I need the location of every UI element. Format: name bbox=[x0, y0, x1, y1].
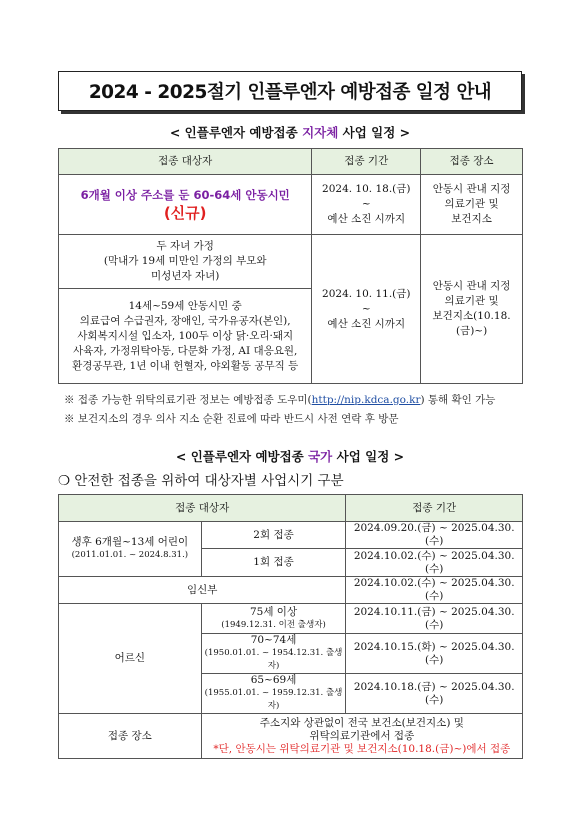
table-cell bbox=[201, 674, 346, 714]
age-range: (1955.01.01. ~ 1959.12.31. 출생자) bbox=[204, 688, 343, 711]
table-cell bbox=[59, 235, 312, 289]
age-range: (1950.01.01. ~ 1954.12.31. 출생자) bbox=[204, 648, 343, 671]
table-cell bbox=[201, 634, 346, 674]
national-section-heading bbox=[0, 447, 580, 465]
period-start: 2024. 10. 11.(금) bbox=[322, 287, 411, 300]
local-schedule-table bbox=[58, 148, 523, 384]
table-cell bbox=[312, 235, 421, 384]
age-group: 65~69세 bbox=[250, 674, 297, 686]
period-start: 2024. 10. 18.(금) bbox=[322, 183, 411, 195]
period-tilde: ~ bbox=[361, 198, 371, 210]
age-group: 70~74세 bbox=[250, 634, 297, 646]
place-line: 의료기관 및 bbox=[444, 198, 499, 210]
note-line: ※ 보건지소의 경우 의사 지소 순환 진료에 따라 반드시 사전 연락 후 방문 bbox=[64, 413, 399, 425]
table-cell: 2024.10.02.(수) ~ 2025.04.30.(수) bbox=[346, 549, 523, 577]
place-line: 안동시 관내 지정 bbox=[432, 183, 511, 195]
bullet-line: ❍ 안전한 접종을 위하여 대상자별 사업시기 구분 bbox=[58, 473, 344, 489]
table-cell bbox=[59, 175, 312, 235]
col-header-period: 접종 기간 bbox=[346, 495, 523, 522]
page-title: 2024 - 2025절기 인플루엔자 예방접종 일정 안내 bbox=[88, 82, 492, 103]
col-header-period: 접종 기간 bbox=[312, 149, 421, 175]
period-end: 예산 소진 시까지 bbox=[327, 213, 406, 225]
table-cell bbox=[421, 175, 523, 235]
target-line: 사육자, 가정위탁아동, 다문화 가정, AI 대응요원, bbox=[73, 344, 298, 357]
table-cell bbox=[201, 604, 346, 634]
heading-text: 사업 일정 > bbox=[338, 125, 411, 140]
table-cell bbox=[59, 522, 202, 577]
table-cell bbox=[59, 289, 312, 384]
note-text: ※ 접종 가능한 위탁의료기관 정보는 예방접종 도우미( bbox=[64, 394, 312, 406]
children-range: (2011.01.01. ~ 2024.8.31.) bbox=[71, 550, 189, 560]
table-cell: 2회 접종 bbox=[201, 522, 346, 549]
table-cell bbox=[421, 235, 523, 384]
note-line bbox=[64, 392, 495, 407]
local-section-heading bbox=[0, 123, 580, 141]
col-header-place: 접종 장소 bbox=[421, 149, 523, 175]
col-header-target: 접종 대상자 bbox=[59, 149, 312, 175]
table-cell: 2024.10.18.(금) ~ 2025.04.30.(수) bbox=[346, 674, 523, 714]
place-note: *단, 안동시는 위탁의료기관 및 보건지소(10.18.(금)~)에서 접종 bbox=[213, 742, 511, 755]
table-cell: 2024.10.02.(수) ~ 2025.04.30.(수) bbox=[346, 577, 523, 604]
heading-highlight: 지자체 bbox=[302, 125, 339, 140]
kdca-link[interactable]: http://nip.kdca.go.kr bbox=[311, 394, 421, 406]
heading-text: < 인플루엔자 예방접종 bbox=[175, 449, 309, 464]
period-end: 예산 소진 시까지 bbox=[327, 317, 406, 330]
place-line: 보건지소 bbox=[451, 213, 492, 225]
page-title-box bbox=[58, 71, 522, 111]
table-cell bbox=[201, 714, 522, 759]
table-cell: 어르신 bbox=[59, 604, 202, 714]
age-group: 75세 이상 bbox=[249, 605, 298, 618]
target-line: 의료급여 수급권자, 장애인, 국가유공자(본인), bbox=[79, 314, 291, 327]
table-cell: 임신부 bbox=[59, 577, 346, 604]
target-line: 환경공무관, 1년 이내 헌혈자, 야외활동 공무직 등 bbox=[72, 359, 299, 372]
table-cell: 2024.09.20.(금) ~ 2025.04.30.(수) bbox=[346, 522, 523, 549]
heading-text: < 인플루엔자 예방접종 bbox=[169, 125, 303, 140]
heading-highlight: 국가 bbox=[308, 449, 333, 464]
target-line: 두 자녀 가정 bbox=[156, 240, 214, 252]
age-range: (1949.12.31. 이전 출생자) bbox=[221, 619, 326, 630]
place-line: 의료기관 및 bbox=[444, 295, 499, 307]
target-line: (막내가 19세 미만인 가정의 부모와 bbox=[103, 255, 267, 267]
place-line: 주소지와 상관없이 전국 보건소(보건지소) 및 bbox=[259, 716, 464, 729]
col-header-target: 접종 대상자 bbox=[59, 495, 346, 522]
target-line: 미성년자 자녀) bbox=[151, 270, 220, 282]
note-text: ) 통해 확인 가능 bbox=[420, 394, 496, 406]
children-label: 생후 6개월~13세 어린이 bbox=[71, 536, 189, 548]
place-line: 보건지소(10.18.(금)~) bbox=[432, 310, 511, 337]
table-cell: 2024.10.15.(화) ~ 2025.04.30.(수) bbox=[346, 634, 523, 674]
new-target-text: 6개월 이상 주소를 둔 60-64세 안동시민 bbox=[80, 187, 290, 202]
place-line: 위탁의료기관에서 접종 bbox=[309, 729, 415, 742]
table-cell bbox=[312, 175, 421, 235]
national-schedule-table bbox=[58, 494, 523, 759]
new-badge: (신규) bbox=[163, 203, 207, 222]
period-tilde: ~ bbox=[361, 302, 371, 315]
place-line: 안동시 관내 지정 bbox=[432, 280, 511, 292]
heading-text: 사업 일정 > bbox=[332, 449, 405, 464]
target-line: 14세~59세 안동시민 중 bbox=[128, 299, 242, 312]
table-cell: 1회 접종 bbox=[201, 549, 346, 577]
target-line: 사회복지시설 입소자, 100두 이상 닭·오리·돼지 bbox=[77, 329, 294, 342]
table-cell: 접종 장소 bbox=[59, 714, 202, 759]
table-cell: 2024.10.11.(금) ~ 2025.04.30.(수) bbox=[346, 604, 523, 634]
